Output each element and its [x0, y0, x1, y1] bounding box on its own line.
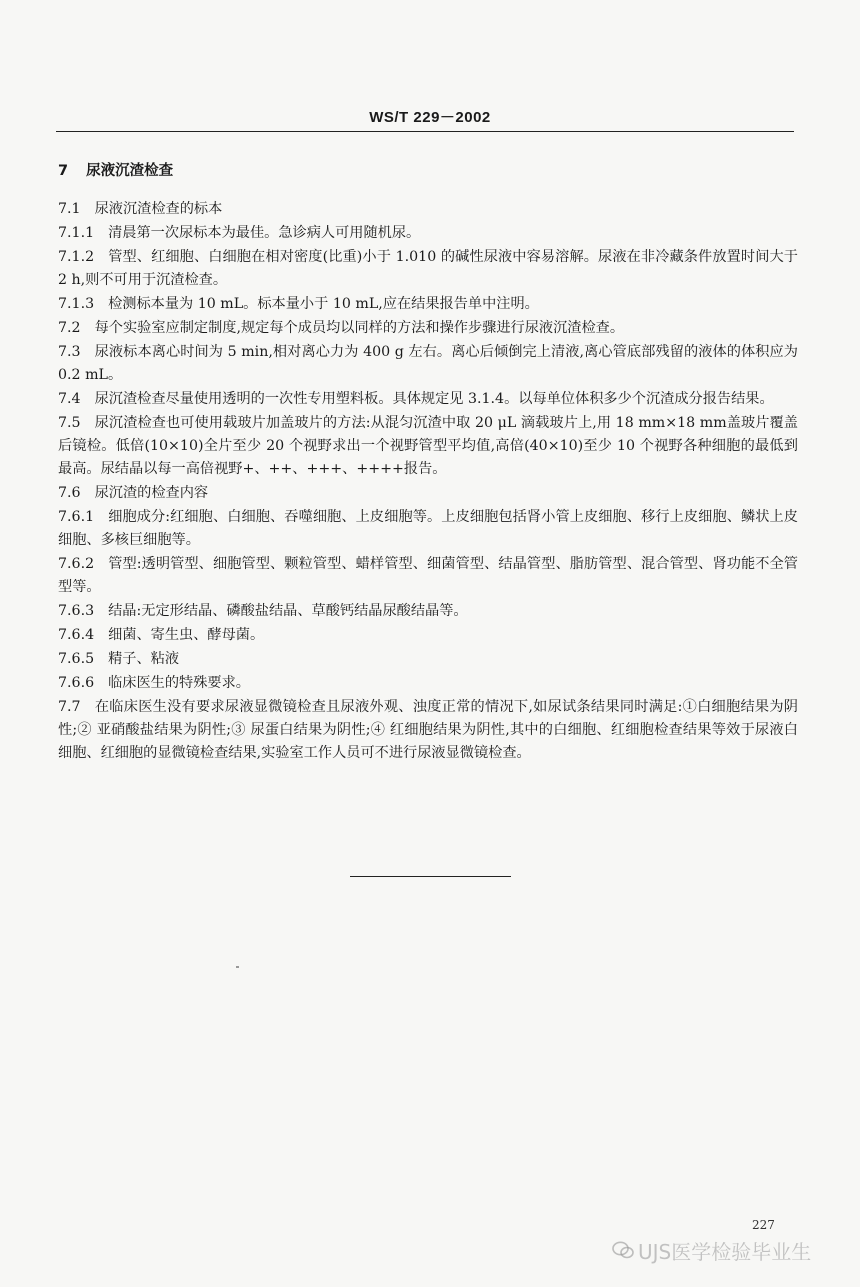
wechat-icon — [612, 1240, 634, 1264]
clause-text: 精子、粘液 — [108, 651, 180, 667]
clause — [58, 600, 798, 623]
clause-number: 7.1.1 — [58, 225, 95, 241]
watermark-text: UJS医学检验毕业生 — [638, 1240, 812, 1264]
section-title: 尿液沉渣检查 — [86, 163, 174, 179]
clause-text: 管型、红细胞、白细胞在相对密度(比重)小于 1.010 的碱性尿液中容易溶解。尿液在非冷藏条件放置时间大于 2 h,则不可用于沉渣检查。 — [58, 249, 798, 288]
clause-text: 在临床医生没有要求尿液显微镜检查且尿液外观、浊度正常的情况下,如尿试条结果同时满足:①白细胞结果为阴性;② 亚硝酸盐结果为阴性;③ 尿蛋白结果为阴性;④ 红细胞结果为阴性,其中的白细胞、红细胞检查结果等效于尿液白细胞、红细胞的显微镜检查结果,实验室工作人员可不进行尿液显微镜检查。 — [58, 699, 798, 761]
section-heading — [58, 160, 798, 183]
document-body — [58, 160, 798, 766]
clause-number: 7.6.5 — [58, 651, 95, 667]
clause — [58, 388, 798, 411]
clause — [58, 222, 798, 245]
end-of-section-rule — [350, 876, 511, 877]
clause-text: 检测标本量为 10 mL。标本量小于 10 mL,应在结果报告单中注明。 — [108, 296, 539, 312]
clause — [58, 506, 798, 552]
clause-text: 尿液沉渣检查的标本 — [94, 201, 223, 217]
clause — [58, 293, 798, 316]
clause-text: 结晶:无定形结晶、磷酸盐结晶、草酸钙结晶尿酸结晶等。 — [108, 603, 468, 619]
clause — [58, 317, 798, 340]
clause-number: 7.6.1 — [58, 509, 95, 525]
clause-text: 尿沉渣检查也可使用载玻片加盖玻片的方法:从混匀沉渣中取 20 μL 滴载玻片上,用 18 mm×18 mm盖玻片覆盖后镜检。低倍(10×10)全片至少 20 个视野求出一个视野管型平均值,高倍(40×10)至少 10 个视野各种细胞的最低到最高。尿结晶以每一高倍视野+、++、+++、++++报告。 — [58, 415, 798, 477]
clause-number: 7.1.3 — [58, 296, 95, 312]
header-divider — [56, 131, 794, 132]
clause — [58, 624, 798, 647]
clause — [58, 672, 798, 695]
page-number: 227 — [752, 1218, 775, 1232]
clause-number: 7.1 — [58, 201, 81, 217]
clause-text: 临床医生的特殊要求。 — [108, 675, 250, 691]
clause-text: 尿沉渣的检查内容 — [94, 485, 209, 501]
clause — [58, 482, 798, 505]
clause-text: 每个实验室应制定制度,规定每个成员均以同样的方法和操作步骤进行尿液沉渣检查。 — [94, 320, 625, 336]
clause-number: 7.2 — [58, 320, 81, 336]
clause-text: 尿液标本离心时间为 5 min,相对离心力为 400 g 左右。离心后倾倒完上清液,离心管底部残留的液体的体积应为 0.2 mL。 — [58, 344, 798, 383]
clause-text: 细胞成分:红细胞、白细胞、吞噬细胞、上皮细胞等。上皮细胞包括肾小管上皮细胞、移行上皮细胞、鳞状上皮细胞、多核巨细胞等。 — [58, 509, 798, 548]
clause-number: 7.6.6 — [58, 675, 95, 691]
clause-text: 尿沉渣检查尽量使用透明的一次性专用塑料板。具体规定见 3.1.4。以每单位体积多少个沉渣成分报告结果。 — [94, 391, 774, 407]
clause-number: 7.6.3 — [58, 603, 95, 619]
clause — [58, 648, 798, 671]
standard-code-header: WS/T 229－2002 — [369, 109, 491, 126]
clause-number: 7.4 — [58, 391, 81, 407]
clause-number: 7.6.4 — [58, 627, 95, 643]
clause-number: 7.7 — [58, 699, 81, 715]
clause-number: 7.3 — [58, 344, 81, 360]
clause — [58, 198, 798, 221]
clause — [58, 341, 798, 387]
clause-text: 清晨第一次尿标本为最佳。急诊病人可用随机尿。 — [108, 225, 421, 241]
clause-number: 7.6.2 — [58, 556, 95, 572]
clause — [58, 412, 798, 481]
scan-speck — [236, 966, 239, 968]
watermark — [612, 1236, 811, 1265]
clause-text: 细菌、寄生虫、酵母菌。 — [108, 627, 265, 643]
clause — [58, 246, 798, 292]
clause-text: 管型:透明管型、细胞管型、颗粒管型、蜡样管型、细菌管型、结晶管型、脂肪管型、混合管型、肾功能不全管型等。 — [58, 556, 798, 595]
clause-number: 7.1.2 — [58, 249, 95, 265]
clause-number: 7.6 — [58, 485, 81, 501]
clause — [58, 696, 798, 765]
section-number: 7 — [58, 163, 69, 179]
clause — [58, 553, 798, 599]
clause-number: 7.5 — [58, 415, 81, 431]
